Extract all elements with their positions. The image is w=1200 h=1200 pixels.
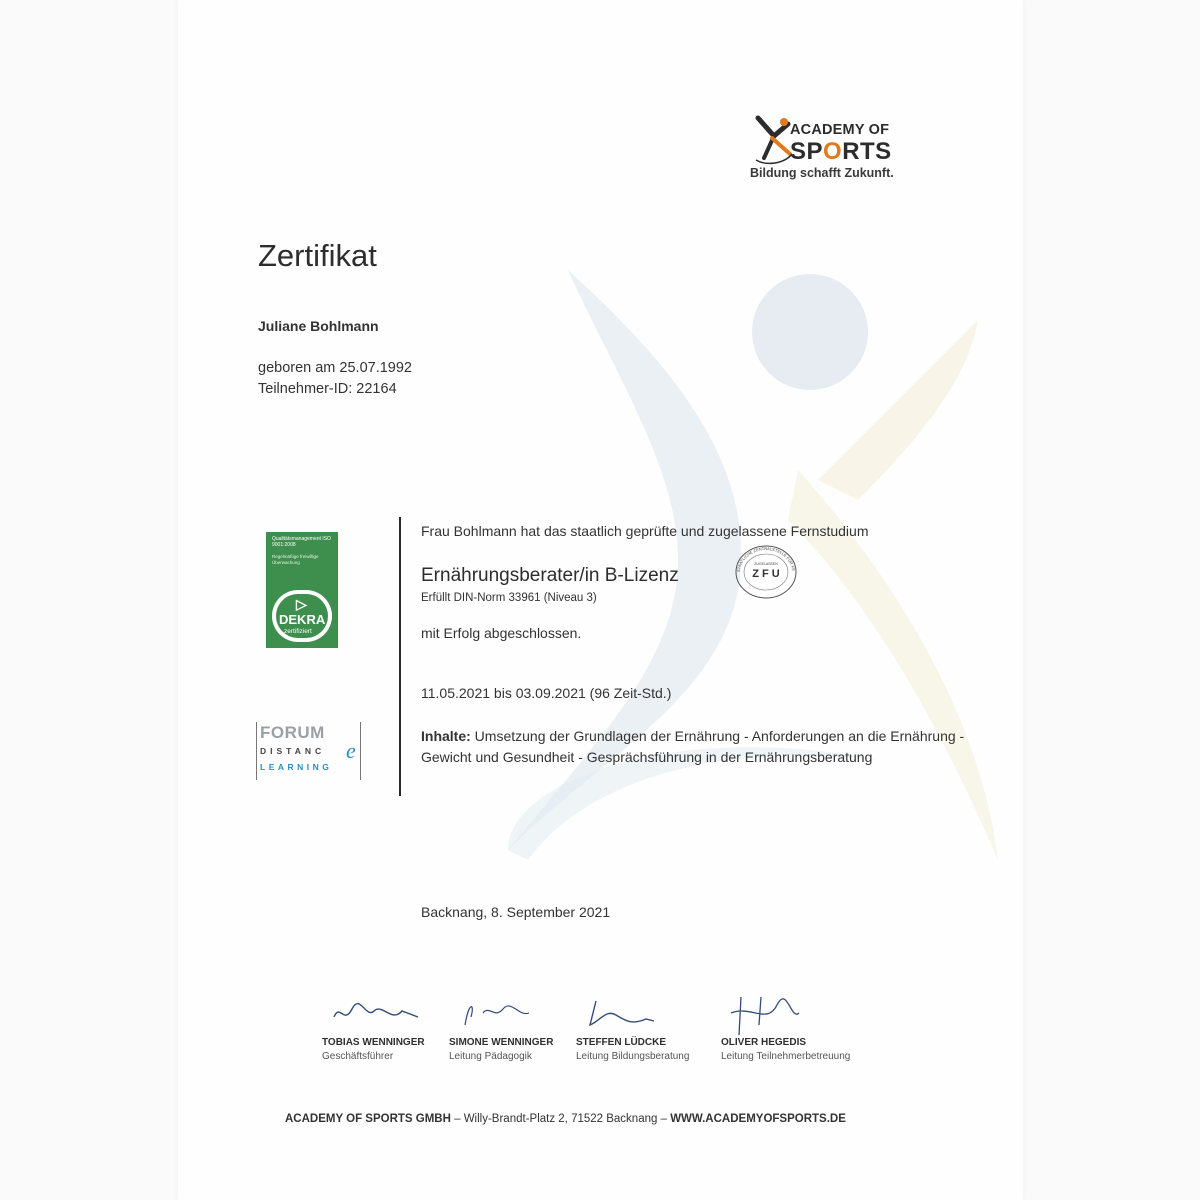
page-title: Zertifikat <box>258 238 377 273</box>
dekra-arrow-icon: ▷ <box>296 596 307 612</box>
divider-line <box>399 517 401 796</box>
signer-role: Leitung Bildungsberatung <box>576 1051 690 1062</box>
dekra-badge <box>266 532 338 648</box>
signer-name: SIMONE WENNINGER <box>449 1037 554 1048</box>
signer-role: Leitung Pädagogik <box>449 1051 532 1062</box>
dekra-certified: zertifiziert <box>284 628 312 635</box>
academy-logo <box>750 114 914 184</box>
course-title: Ernährungsberater/in B-Lizenz <box>421 565 679 586</box>
intro-text: Frau Bohlmann hat das staatlich geprüfte und zugelassene Fernstudium <box>421 523 869 539</box>
zfu-small: ZUGELASSEN <box>754 562 778 566</box>
signature-mark <box>449 995 559 1031</box>
dekra-sub-text: Regelmäßige freiwillige Überwachung <box>272 554 319 565</box>
participant-name: Juliane Bohlmann <box>258 318 379 334</box>
logo-line-2: SPORTS <box>790 138 892 165</box>
signature-block <box>449 995 559 1062</box>
success-text: mit Erfolg abgeschlossen. <box>421 625 582 641</box>
place-date: Backnang, 8. September 2021 <box>421 904 611 920</box>
signature-block <box>721 995 851 1062</box>
participant-id: Teilnehmer-ID: 22164 <box>258 381 397 397</box>
signer-name: TOBIAS WENNINGER <box>322 1037 425 1048</box>
distance-word: DISTANC <box>260 746 326 756</box>
zfu-center: Z F U <box>752 568 780 580</box>
zfu-ring-text: STAATLICHE ZENTRALSTELLE FÜR FE <box>735 545 796 573</box>
logo-line-1: ACADEMY OF <box>790 122 890 138</box>
signer-role: Geschäftsführer <box>322 1051 394 1062</box>
forum-word: FORUM <box>260 723 325 742</box>
zfu-seal <box>734 544 798 600</box>
signature-mark <box>721 995 831 1037</box>
din-norm: Erfüllt DIN-Norm 33961 (Niveau 3) <box>421 592 597 604</box>
signature-mark <box>576 995 686 1031</box>
logo-tagline: Bildung schafft Zukunft. <box>750 166 894 180</box>
certificate-page <box>178 0 1023 1200</box>
forum-distance-learning-logo <box>256 722 368 780</box>
dekra-top-text: Qualitätsmanagement ISO 9001:2008 <box>272 536 331 548</box>
signature-block <box>322 995 432 1062</box>
learning-word: LEARNING <box>260 762 333 772</box>
signer-name: STEFFEN LÜDCKE <box>576 1037 666 1048</box>
footer: ACADEMY OF SPORTS GMBH – Willy-Brandt-Platz 2, 71522 Backnang – WWW.ACADEMYOFSPORTS.DE <box>285 1113 846 1125</box>
signer-name: OLIVER HEGEDIS <box>721 1037 807 1048</box>
signature-block <box>576 995 690 1062</box>
course-period: 11.05.2021 bis 03.09.2021 (96 Zeit-Std.) <box>421 685 672 701</box>
athlete-figure-icon <box>754 114 794 166</box>
birth-date: geboren am 25.07.1992 <box>258 360 412 376</box>
signature-mark <box>322 995 432 1031</box>
dekra-name: DEKRA <box>279 612 326 627</box>
forum-e-letter: e <box>346 738 356 763</box>
course-contents: Inhalte: Umsetzung der Grundlagen der Ernährung - Anforderungen an die Ernährung - Gewicht und Gesundheit - Gesprächsführung in der Ernährungsberatung <box>421 728 965 765</box>
signer-role: Leitung Teilnehmerbetreuung <box>721 1051 851 1062</box>
